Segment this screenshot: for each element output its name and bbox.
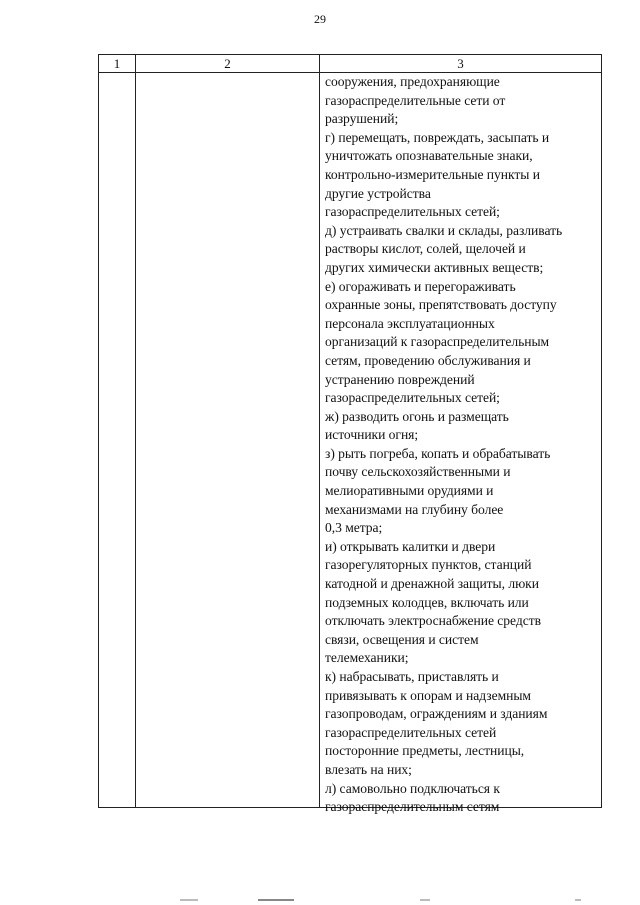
text-line: разрушений; [325,111,399,127]
scan-artifact-marks [180,899,600,903]
text-line: сетям, проведению обслуживания и [325,352,531,368]
text-line: телемеханики; [325,650,409,666]
text-line: мелиоративными орудиями и [325,483,494,499]
text-line: растворы кислот, солей, щелочей и [325,241,526,257]
text-line: л) самовольно подключаться к [325,780,500,796]
table-header-row [99,55,601,73]
text-line: устранению повреждений [325,371,475,387]
text-line: газораспределительным сетям [325,799,500,815]
text-line: персонала эксплуатационных [325,315,495,331]
text-line: газораспределительные сети от [325,92,506,108]
text-line: контрольно-измерительные пункты и [325,166,540,182]
text-line: подземных колодцев, включать или [325,594,529,610]
text-line: е) огораживать и перегораживать [325,278,516,294]
text-line: привязывать к опорам и надземным [325,687,531,703]
text-line: з) рыть погреба, копать и обрабатывать [325,445,551,461]
text-line: д) устраивать свалки и склады, разливать [325,222,563,238]
page-number: 29 [314,12,326,26]
text-line: почву сельскохозяйственными и [325,464,511,480]
column-divider-1 [135,55,136,807]
text-line: связи, освещения и систем [325,631,479,647]
text-line: 0,3 метра; [325,520,383,536]
text-line: механизмами на глубину более [325,501,504,517]
text-line: организаций к газораспределительным [325,334,550,350]
text-line: источники огня; [325,427,419,443]
text-line: и) открывать калитки и двери [325,538,496,554]
text-line: охранные зоны, препятствовать доступу [325,297,557,313]
text-line: катодной и дренажной защиты, люки [325,576,539,592]
column-divider-2 [319,55,320,807]
text-line: влезать на них; [325,761,412,777]
text-line: г) перемещать, повреждать, засыпать и [325,129,550,145]
text-line: газораспределительных сетей [325,724,497,740]
text-line: посторонние предметы, лестницы, [325,743,525,759]
text-line: ж) разводить огонь и размещать [325,408,509,424]
column-3-text [325,73,597,817]
text-line: газораспределительных сетей; [325,390,500,406]
text-line: газопроводам, ограждениям и зданиям [325,706,548,722]
text-line: сооружения, предохраняющие [325,74,500,89]
text-line: газорегуляторных пунктов, станций [325,557,532,573]
document-table [98,54,602,815]
header-col-3: 3 [457,56,464,71]
header-col-1: 1 [113,56,121,71]
text-line: другие устройства [325,185,431,201]
header-col-2: 2 [224,56,231,71]
text-line: к) набрасывать, приставлять и [325,669,499,684]
text-line: других химически активных веществ; [325,259,544,275]
text-line: уничтожать опознавательные знаки, [325,148,533,164]
text-line: отключать электроснабжение средств [325,613,541,629]
text-line: газораспределительных сетей; [325,204,500,220]
